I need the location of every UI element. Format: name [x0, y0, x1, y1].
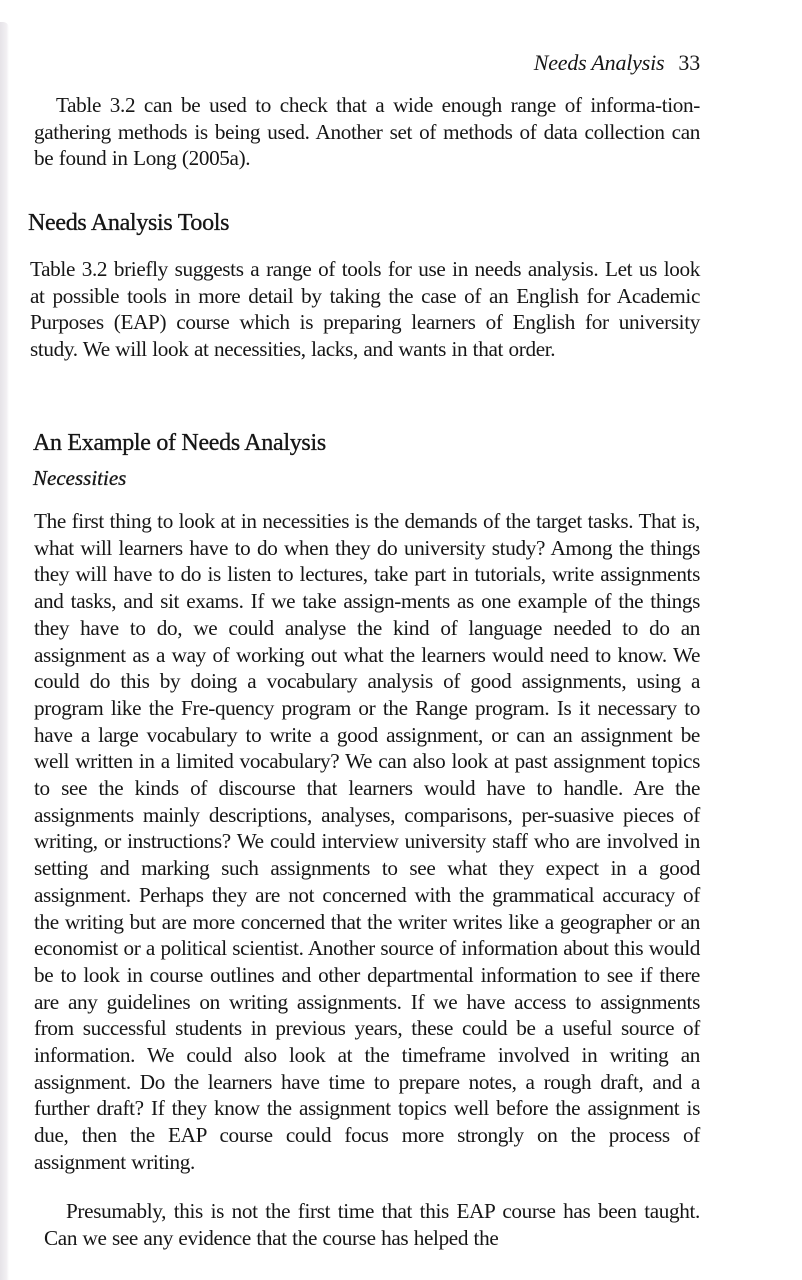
paragraph-necessities: The first thing to look at in necessities is the demands of the target tasks. That is, what will learners have to do when they do university study? Among the things they will have to do is listen to lectures, take part in tutorials, write assignments and tasks, and sit exams. If we take assign-ments as one example of the things they have to do, we could analyse the kind of language needed to do an assignment as a way of working out what the learners would need to know. We could do this by doing a vocabulary analysis of good assignments, using a program like the Fre-quency program or the Range program. Is it necessary to have a large vocabulary to write a good assignment, or can an assignment be well written in a limited vocabulary? We can also look at past assignment topics to see the kinds of discourse that learners would have to handle. Are the assignments mainly descriptions, analyses, comparisons, per-suasive pieces of writing, or instructions? We could interview university staff who are involved in setting and marking such assignments to see what they expect in a good assignment. Perhaps they are not concerned with the grammatical accuracy of the writing but are more concerned that the writer writes like a geographer or an economist or a political scientist. Another source of information about this would be to look in course outlines and other departmental information to see if there are any guidelines on writing assignments. If we have access to assignments from successful students in previous years, these could be a useful source of information. We could also look at the timeframe involved in writing an assignment. Do the learners have time to prepare notes, a rough draft, and a further draft? If they know the assignment topics well before the assignment is due, then the EAP course could focus more strongly on the process of assignment writing. [34, 509, 700, 1174]
running-head [534, 50, 700, 76]
paragraph-intro: Table 3.2 can be used to check that a wide enough range of informa-tion-gathering methods is being used. Another set of methods of data collection can be found in Long (2005a). [34, 93, 700, 171]
running-head-title: Needs Analysis [533, 50, 665, 75]
paragraph-presumably: Presumably, this is not the first time that this EAP course has been taught. Can we see any evidence that the course has helped the [44, 1199, 700, 1250]
section-heading-example: An Example of Needs Analysis [33, 430, 326, 456]
page-number: 33 [678, 50, 700, 75]
subsection-heading-necessities: Necessities [33, 466, 127, 490]
paragraph-tools: Table 3.2 briefly suggests a range of tools for use in needs analysis. Let us look at possible tools in more detail by taking the case of an English for Academic Purposes (EAP) course which is preparing learners of English for university study. We will look at necessities, lacks, and wants in that order. [30, 257, 700, 362]
page-edge-shadow [0, 22, 9, 1280]
section-heading-tools: Needs Analysis Tools [28, 210, 230, 236]
